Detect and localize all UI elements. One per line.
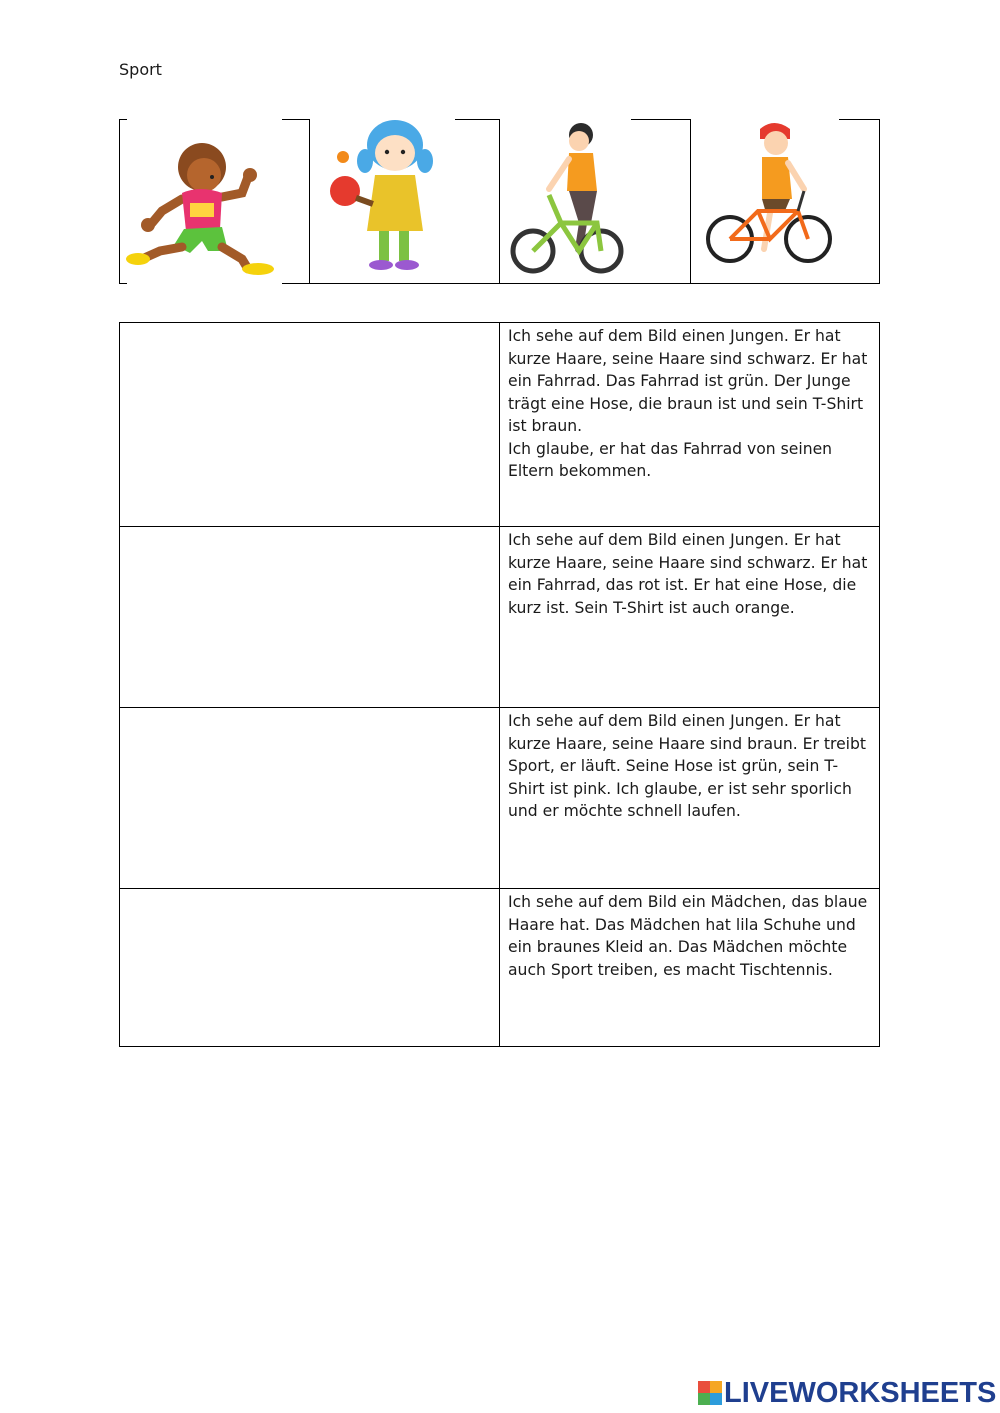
table-row	[120, 889, 880, 1047]
description-cell-1: Ich sehe auf dem Bild einen Jungen. Er hat kurze Haare, seine Haare sind schwarz. Er hat ein Fahrrad. Das Fahrrad ist grün. Der Junge trägt eine Hose, die braun ist und sein T-Shirt ist braun. Ich glaube, er hat das Fahrrad von seinen Eltern bekommen.	[500, 323, 880, 527]
boy-red-bike-picture	[704, 119, 839, 283]
answer-cell-1[interactable]	[120, 323, 500, 527]
page-title: Sport	[119, 60, 162, 79]
running-boy-icon	[124, 119, 284, 283]
logo-text: LIVEWORKSHEETS	[724, 1376, 997, 1409]
table-row	[120, 323, 880, 527]
table-tennis-girl-picture	[319, 119, 439, 283]
picture-strip	[119, 119, 880, 284]
answer-cell-3[interactable]	[120, 708, 500, 889]
description-cell-4: Ich sehe auf dem Bild ein Mädchen, das blaue Haare hat. Das Mädchen hat lila Schuhe und ein braunes Kleid an. Das Mädchen möchte auch Sport treiben, es macht Tischtennis.	[500, 889, 880, 1047]
running-boy-picture	[124, 119, 284, 283]
liveworksheets-logo[interactable]	[698, 1378, 996, 1408]
table-tennis-girl-icon	[319, 119, 439, 283]
answer-cell-2[interactable]	[120, 527, 500, 708]
boy-green-bike-picture	[509, 119, 629, 283]
logo-squares-icon	[698, 1381, 722, 1405]
answer-cell-4[interactable]	[120, 889, 500, 1047]
boy-on-green-bicycle-icon	[509, 119, 629, 283]
boy-on-red-bicycle-icon	[704, 119, 839, 283]
description-cell-2: Ich sehe auf dem Bild einen Jungen. Er hat kurze Haare, seine Haare sind schwarz. Er hat ein Fahrrad, das rot ist. Er hat eine Hose, die kurz ist. Sein T-Shirt ist auch orange.	[500, 527, 880, 708]
table-row	[120, 527, 880, 708]
description-cell-3: Ich sehe auf dem Bild einen Jungen. Er hat kurze Haare, seine Haare sind braun. Er treibt Sport, er läuft. Seine Hose ist grün, sein T-Shirt ist pink. Ich glaube, er ist sehr sporlich und er möchte schnell laufen.	[500, 708, 880, 889]
table-row	[120, 708, 880, 889]
matching-table	[119, 322, 880, 1047]
